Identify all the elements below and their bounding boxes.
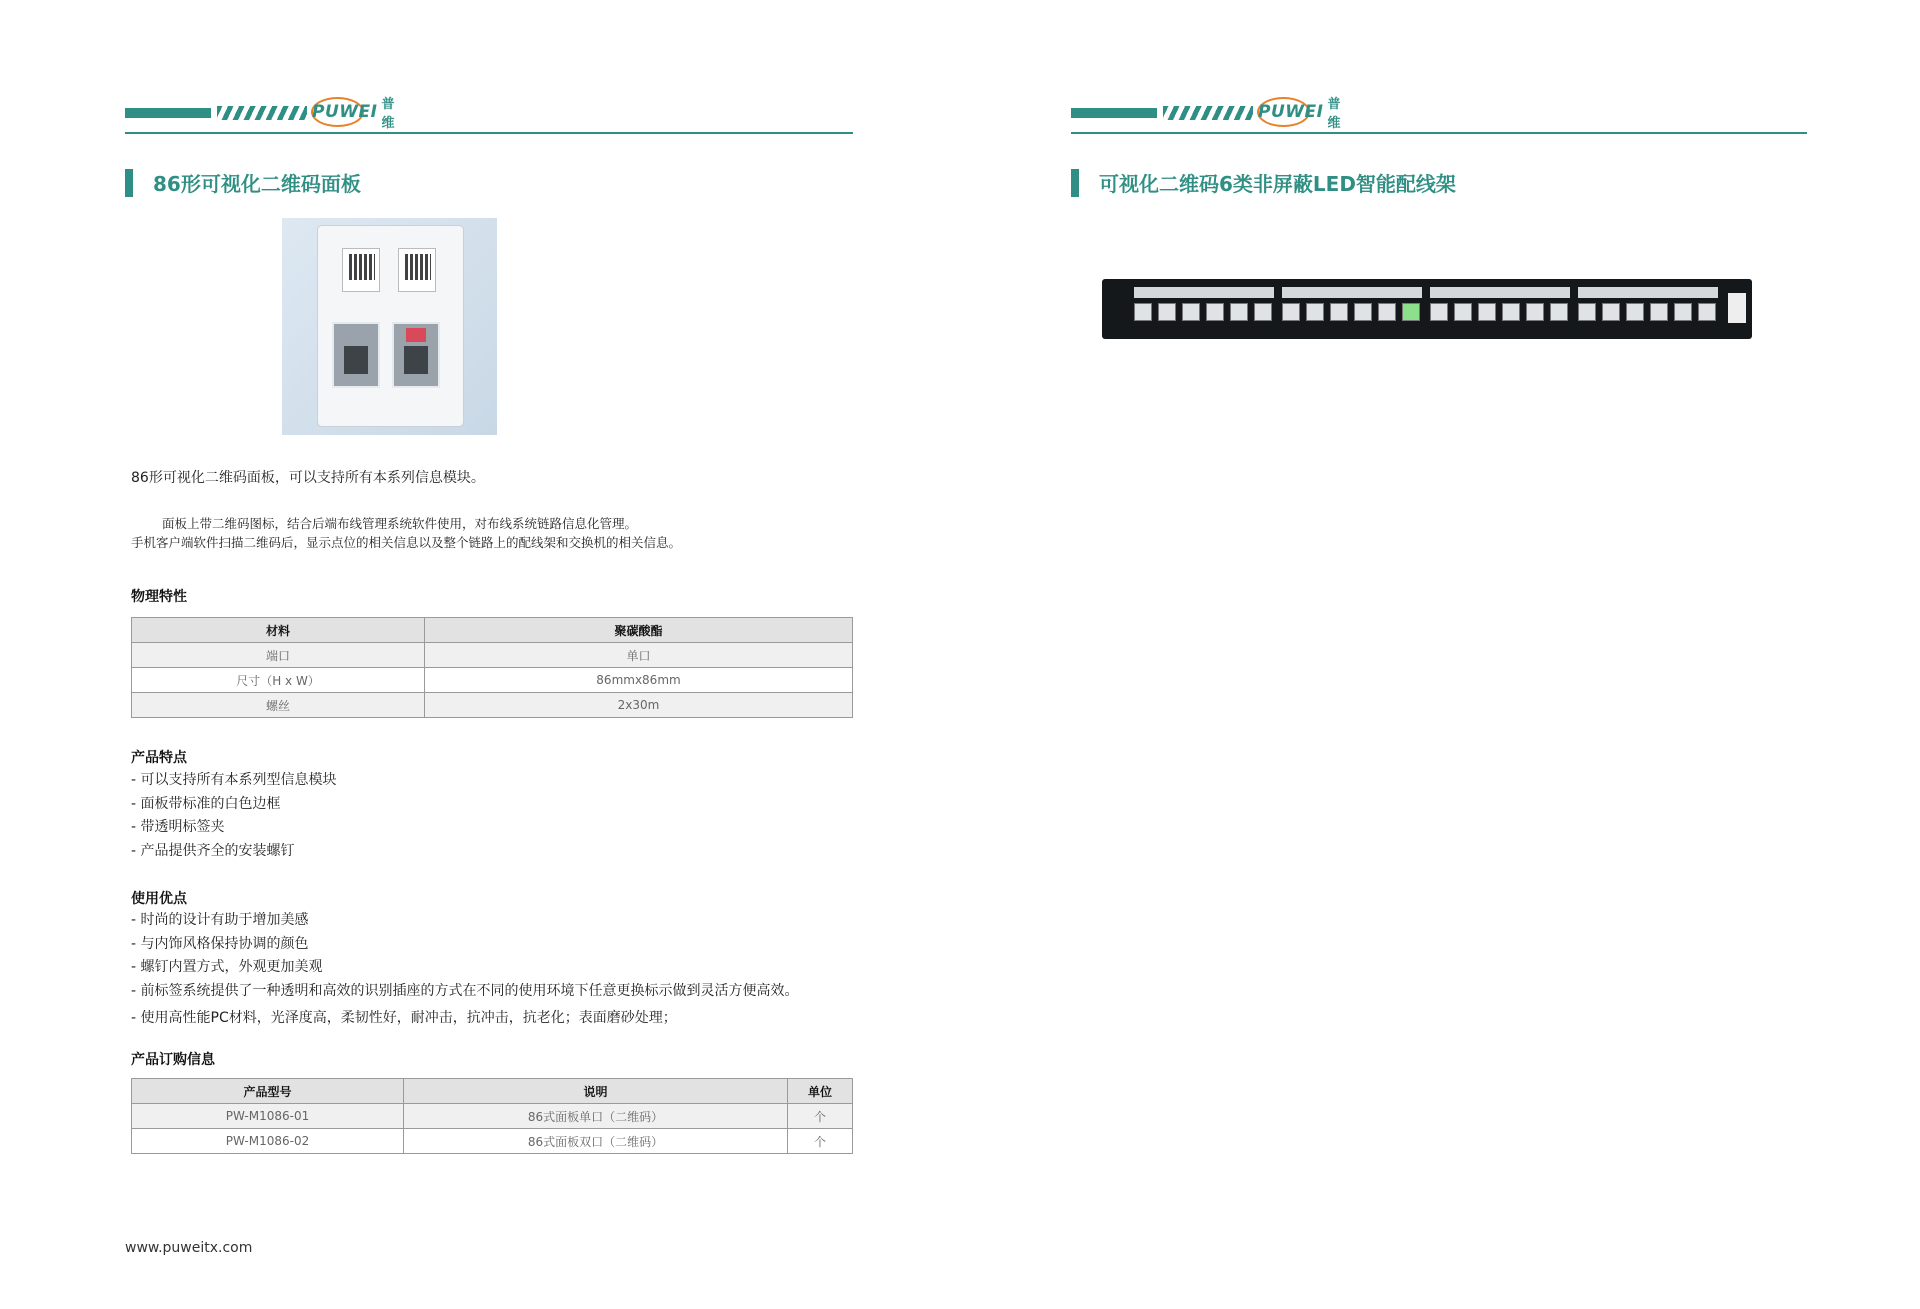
table-cell: 螺丝	[132, 693, 425, 718]
brand-logo	[311, 95, 403, 129]
rj45-jack	[392, 322, 440, 388]
order-table	[131, 1078, 853, 1154]
table-cell: 端口	[132, 643, 425, 668]
header-stripes	[217, 106, 307, 120]
rj45-port	[1206, 303, 1224, 321]
rj45-port	[1230, 303, 1248, 321]
table-cell: 86式面板单口（二维码）	[404, 1104, 788, 1129]
brand-name: PUWEI	[1258, 102, 1324, 122]
rj45-port	[1378, 303, 1396, 321]
table-header: 材料	[132, 618, 425, 643]
table-cell: PW-M1086-02	[132, 1129, 404, 1154]
brand-cn: 普维	[1327, 97, 1341, 131]
physical-table	[131, 617, 853, 718]
list-item: - 产品提供齐全的安装螺钉	[131, 842, 295, 859]
rj45-port	[1454, 303, 1472, 321]
qr-code-icon	[342, 248, 380, 292]
rj45-port	[1134, 303, 1152, 321]
header-bar	[125, 108, 211, 118]
table-cell: 个	[788, 1104, 853, 1129]
table-row	[132, 1104, 853, 1129]
rj45-port	[1478, 303, 1496, 321]
rj45-port	[1602, 303, 1620, 321]
header-stripes	[1163, 106, 1253, 120]
table-row	[132, 668, 853, 693]
physical-heading: 物理特性	[131, 589, 187, 605]
table-cell: 86式面板双口（二维码）	[404, 1129, 788, 1154]
rj45-port	[1182, 303, 1200, 321]
right-page	[960, 0, 1920, 1309]
table-row	[132, 1129, 853, 1154]
rj45-port	[1650, 303, 1668, 321]
rj45-port	[1578, 303, 1596, 321]
list-item: - 使用高性能PC材料，光泽度高，柔韧性好，耐冲击，抗冲击，抗老化；表面磨砂处理；	[131, 1010, 677, 1026]
header-bar	[1071, 108, 1157, 118]
list-item: - 螺钉内置方式，外观更加美观	[131, 959, 323, 975]
list-item: - 可以支持所有本系列型信息模块	[131, 772, 337, 788]
table-cell: PW-M1086-01	[132, 1104, 404, 1129]
table-row	[132, 693, 853, 718]
rj45-port	[1502, 303, 1520, 321]
rj45-port	[1354, 303, 1372, 321]
section-title	[1071, 168, 1456, 197]
brand-cn: 普维	[381, 97, 395, 131]
rj45-port	[1698, 303, 1716, 321]
page-title: 可视化二维码6类非屏蔽LED智能配线架	[1099, 172, 1456, 196]
table-row	[132, 643, 853, 668]
list-item: - 与内饰风格保持协调的颜色	[131, 935, 309, 952]
page-title: 86形可视化二维码面板	[153, 172, 361, 196]
list-item: - 带透明标签夹	[131, 819, 225, 835]
rj45-port	[1330, 303, 1348, 321]
rj45-port	[1306, 303, 1324, 321]
wall-plate-image	[282, 218, 497, 435]
table-cell: 86mmx86mm	[425, 668, 853, 693]
header-line	[1071, 132, 1807, 134]
wall-plate	[318, 226, 463, 426]
footer-url: www.puweitx.com	[125, 1240, 253, 1256]
features-list	[131, 769, 337, 863]
rj45-port	[1282, 303, 1300, 321]
features-heading: 产品特点	[131, 750, 187, 766]
desc-line: 面板上带二维码图标，结合后端布线管理系统软件使用，对布线系统链路信息化管理。	[162, 516, 638, 531]
table-header: 说明	[404, 1079, 788, 1104]
rj45-jack	[332, 322, 380, 388]
advantages-heading: 使用优点	[131, 891, 187, 907]
rj45-port	[1526, 303, 1544, 321]
table-header: 单位	[788, 1079, 853, 1104]
qr-code-icon	[1728, 293, 1746, 323]
rj45-port	[1626, 303, 1644, 321]
table-header: 产品型号	[132, 1079, 404, 1104]
brand-logo	[1257, 95, 1349, 129]
table-cell: 单口	[425, 643, 853, 668]
port-label-strip	[1430, 287, 1570, 298]
port-label-strip	[1134, 287, 1274, 298]
list-item: - 面板带标准的白色边框	[131, 795, 281, 812]
desc-line: 手机客户端软件扫描二维码后，显示点位的相关信息以及整个链路上的配线架和交换机的相关信息。	[131, 535, 682, 550]
table-header: 聚碳酸酯	[425, 618, 853, 643]
table-cell: 2x30m	[425, 693, 853, 718]
rj45-port	[1430, 303, 1448, 321]
table-cell: 个	[788, 1129, 853, 1154]
rj45-port	[1674, 303, 1692, 321]
qr-code-icon	[398, 248, 436, 292]
title-marker	[1071, 169, 1079, 197]
advantages-list	[131, 909, 931, 1031]
port-label-strip	[1282, 287, 1422, 298]
rj45-port	[1254, 303, 1272, 321]
rj45-port	[1550, 303, 1568, 321]
header-line	[125, 132, 853, 134]
port-label-strip	[1578, 287, 1718, 298]
rj45-port	[1402, 303, 1420, 321]
list-item: - 时尚的设计有助于增加美感	[131, 912, 309, 928]
brand-name: PUWEI	[312, 102, 378, 122]
rj45-port	[1158, 303, 1176, 321]
section-title	[125, 168, 361, 197]
patch-panel-image	[1102, 279, 1752, 339]
order-heading: 产品订购信息	[131, 1052, 215, 1068]
title-marker	[125, 169, 133, 197]
list-item: - 前标签系统提供了一种透明和高效的识别插座的方式在不同的使用环境下任意更换标示做到灵活方便高效。	[131, 982, 799, 999]
table-cell: 尺寸（H x W）	[132, 668, 425, 693]
intro-text: 86形可视化二维码面板，可以支持所有本系列信息模块。	[131, 470, 485, 486]
